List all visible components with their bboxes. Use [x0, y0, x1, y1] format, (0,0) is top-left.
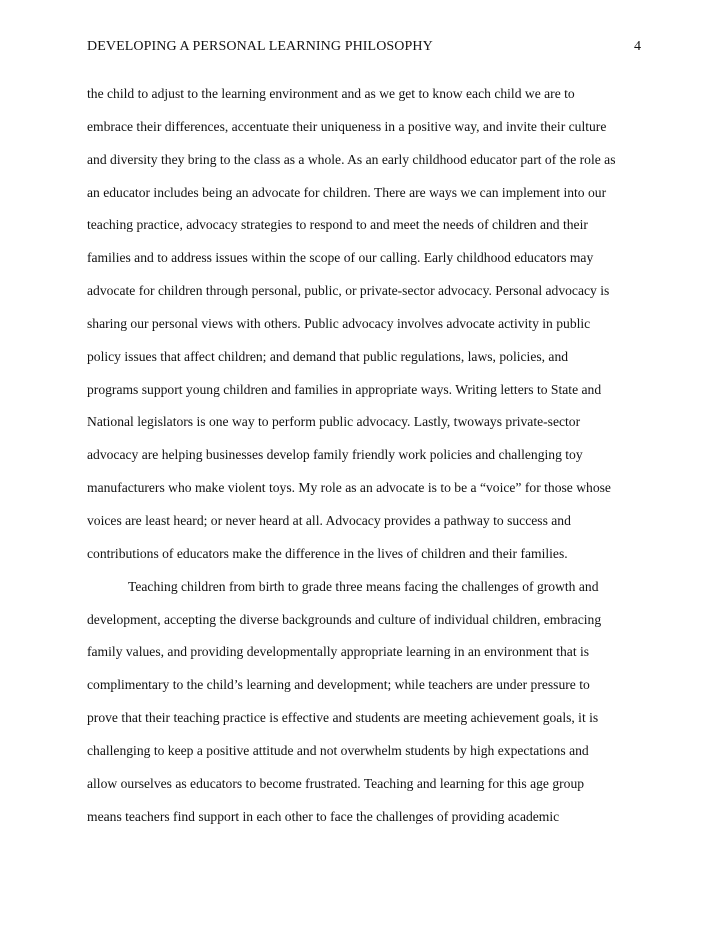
- text-line: families and to address issues within the scope of our calling. Early childhood educators may: [87, 250, 594, 266]
- text-line: advocate for children through personal, public, or private-sector advocacy. Personal advocacy is: [87, 283, 610, 299]
- text-line: the child to adjust to the learning environment and as we get to know each child we are to: [87, 86, 575, 101]
- text-line: complimentary to the child’s learning and development; while teachers are under pressure to: [87, 677, 590, 693]
- text-line: policy issues that affect children; and demand that public regulations, laws, policies, and: [87, 348, 569, 364]
- text-line: advocacy are helping businesses develop family friendly work policies and challenging toy: [87, 447, 583, 463]
- text-line: family values, and providing developmentally appropriate learning in an environment that is: [87, 644, 590, 660]
- text-line: sharing our personal views with others. Public advocacy involves advocate activity in public: [87, 315, 591, 331]
- text-line: contributions of educators make the difference in the lives of children and their families.: [87, 545, 568, 561]
- text-line: challenging to keep a positive attitude and not overwhelm students by high expectations and: [87, 742, 589, 758]
- body-text: [87, 81, 647, 836]
- page-number: 4: [634, 39, 641, 54]
- text-line: programs support young children and families in appropriate ways. Writing letters to State and: [87, 381, 602, 397]
- paragraph-first-line: Teaching children from birth to grade three means facing the challenges of growth and: [128, 578, 599, 594]
- text-line: teaching practice, advocacy strategies to respond to and meet the needs of children and their: [87, 217, 588, 233]
- text-line: manufacturers who make violent toys. My role as an advocate is to be a “voice” for those whose: [87, 480, 611, 496]
- text-line: allow ourselves as educators to become frustrated. Teaching and learning for this age group: [87, 775, 585, 791]
- text-line: an educator includes being an advocate for children. There are ways we can implement into our: [87, 184, 607, 200]
- text-line: means teachers find support in each other to face the challenges of providing academic: [87, 808, 560, 824]
- running-head: DEVELOPING A PERSONAL LEARNING PHILOSOPHY: [87, 39, 433, 54]
- text-line: voices are least heard; or never heard at all. Advocacy provides a pathway to success and: [87, 512, 571, 528]
- text-line: development, accepting the diverse backgrounds and culture of individual children, embracing: [87, 611, 602, 627]
- text-line: and diversity they bring to the class as a whole. As an early childhood educator part of the role as: [87, 151, 616, 167]
- text-line: National legislators is one way to perform public advocacy. Lastly, twoways private-sector: [87, 414, 581, 430]
- text-line: embrace their differences, accentuate their uniqueness in a positive way, and invite their culture: [87, 118, 607, 134]
- text-line: prove that their teaching practice is effective and students are meeting achievement goals, it is: [87, 710, 599, 726]
